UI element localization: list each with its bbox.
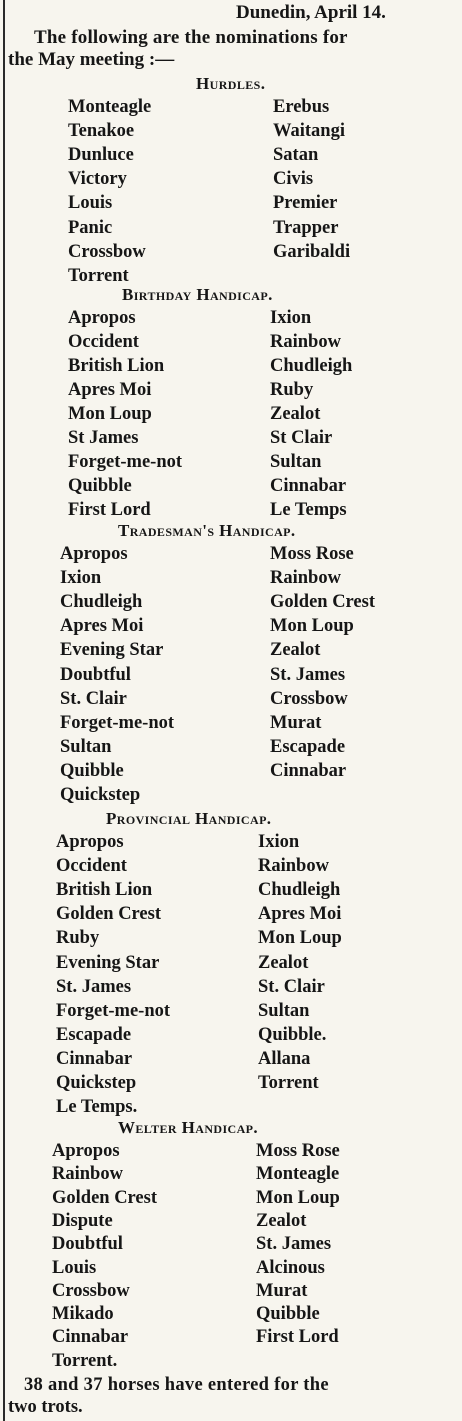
footer-line-2: two trots. bbox=[8, 1397, 83, 1417]
horse-name: Moss Rose bbox=[270, 544, 354, 564]
horse-name: Apres Moi bbox=[60, 616, 144, 637]
horse-name: Escapade bbox=[56, 1024, 132, 1045]
horse-name: Apres Moi bbox=[68, 380, 152, 400]
intro-paragraph bbox=[8, 27, 458, 71]
horse-name: Quickstep bbox=[60, 785, 141, 805]
horse-name: St. Clair bbox=[60, 688, 127, 709]
horse-name: Satan bbox=[273, 145, 319, 166]
horse-name: St James bbox=[68, 428, 139, 448]
horse-name: Golden Crest bbox=[52, 1187, 158, 1208]
horse-name: Golden Crest bbox=[56, 904, 162, 925]
horse-name: Cinnabar bbox=[56, 1048, 133, 1069]
horse-name: Murat bbox=[256, 1280, 308, 1301]
horse-name: Forget-me-not bbox=[60, 712, 175, 733]
horse-name: Forget-me-not bbox=[56, 1000, 171, 1021]
horse-name: St. James bbox=[256, 1234, 332, 1255]
horse-name: Zealot bbox=[258, 952, 309, 973]
horse-name: Quibble bbox=[60, 760, 124, 781]
horse-name: Torrent. bbox=[52, 1350, 118, 1371]
horse-name: Ixion bbox=[60, 568, 102, 589]
horse-name: Sultan bbox=[258, 1000, 310, 1021]
horse-name: Mikado bbox=[52, 1304, 114, 1325]
horse-name: Rainbow bbox=[258, 856, 329, 877]
horse-name: Mon Loup bbox=[256, 1187, 340, 1208]
horse-name: Doubtful bbox=[60, 664, 131, 685]
horse-name: Zealot bbox=[256, 1210, 307, 1231]
footer-line-1: 38 and 37 horses have entered for the bbox=[24, 1375, 329, 1395]
horse-name: Apropos bbox=[60, 544, 128, 564]
horse-name: Dunluce bbox=[68, 145, 134, 166]
horse-name: Le Temps bbox=[270, 500, 347, 520]
horse-name: British Lion bbox=[68, 356, 165, 376]
horse-name: Rainbow bbox=[52, 1164, 123, 1185]
horse-name: Evening Star bbox=[56, 952, 160, 973]
horse-name: Forget-me-not bbox=[68, 452, 183, 472]
horse-name: Evening Star bbox=[60, 640, 164, 661]
horse-name: Rainbow bbox=[270, 332, 341, 352]
horse-name: Premier bbox=[273, 193, 338, 214]
footer-paragraph bbox=[8, 1374, 460, 1418]
horse-name: Monteagle bbox=[68, 97, 152, 117]
horse-name: Murat bbox=[270, 712, 322, 733]
horse-name: Occident bbox=[68, 332, 139, 352]
horse-name: Cinnabar bbox=[270, 760, 347, 781]
horse-name: Apres Moi bbox=[258, 904, 342, 925]
horse-name: Apropos bbox=[52, 1141, 120, 1161]
horse-name: Quibble bbox=[68, 476, 132, 496]
horse-name: Chudleigh bbox=[258, 880, 341, 901]
horse-name: Waitangi bbox=[273, 121, 345, 142]
horse-name: St. Clair bbox=[258, 976, 325, 997]
horse-name: Crossbow bbox=[270, 688, 348, 709]
horse-name: St. James bbox=[56, 976, 132, 997]
horse-name: Dispute bbox=[52, 1210, 113, 1231]
horse-name: St Clair bbox=[270, 428, 333, 448]
horse-name: Civis bbox=[273, 169, 314, 190]
race-heading: Birthday Handicap. bbox=[122, 285, 273, 304]
horse-name: Ruby bbox=[270, 380, 314, 400]
horse-name: Rainbow bbox=[270, 568, 341, 589]
horse-name: Sultan bbox=[270, 452, 322, 472]
horse-name: Cinnabar bbox=[52, 1327, 129, 1348]
horse-name: Torrent bbox=[258, 1073, 319, 1093]
horse-name: Panic bbox=[68, 217, 113, 238]
horse-name: Louis bbox=[52, 1257, 97, 1278]
horse-name: First Lord bbox=[68, 500, 151, 520]
horse-name: St. James bbox=[270, 664, 346, 685]
horse-name: Crossbow bbox=[52, 1280, 130, 1301]
race-heading: Tradesman's Handicap. bbox=[118, 521, 296, 540]
horse-name: Tenakoe bbox=[68, 121, 135, 142]
horse-name: Torrent bbox=[68, 265, 129, 286]
horse-name: Quibble. bbox=[258, 1024, 327, 1045]
horse-name: British Lion bbox=[56, 880, 153, 901]
race-heading: Hurdles. bbox=[196, 74, 266, 93]
horse-name: Ruby bbox=[56, 928, 100, 949]
horse-name: Le Temps. bbox=[56, 1097, 138, 1118]
horse-name: Louis bbox=[68, 193, 113, 214]
horse-name: Quibble bbox=[256, 1304, 320, 1325]
horse-name: Cinnabar bbox=[270, 476, 347, 496]
horse-name: Occident bbox=[56, 856, 127, 877]
horse-name: Zealot bbox=[270, 404, 321, 424]
horse-name: Escapade bbox=[270, 736, 346, 757]
race-heading: Welter Handicap. bbox=[118, 1118, 259, 1137]
horse-name: First Lord bbox=[256, 1327, 339, 1348]
horse-name: Chudleigh bbox=[60, 592, 143, 613]
horse-name: Crossbow bbox=[68, 241, 146, 262]
horse-name: Monteagle bbox=[256, 1164, 340, 1185]
horse-name: Sultan bbox=[60, 736, 112, 757]
horse-name: Apropos bbox=[68, 308, 136, 328]
horse-name: Trapper bbox=[273, 217, 339, 238]
horse-name: Apropos bbox=[56, 832, 124, 852]
column-rule bbox=[3, 0, 5, 1421]
horse-name: Victory bbox=[68, 169, 127, 190]
horse-name: Ixion bbox=[270, 308, 312, 328]
dateline: Dunedin, April 14. bbox=[236, 2, 386, 23]
horse-name: Mon Loup bbox=[270, 616, 354, 637]
horse-name: Quickstep bbox=[56, 1073, 137, 1093]
race-heading: Provincial Handicap. bbox=[106, 809, 272, 828]
horse-name: Doubtful bbox=[52, 1234, 123, 1255]
horse-name: Ixion bbox=[258, 832, 300, 852]
intro-line-2: the May meeting :— bbox=[8, 49, 175, 70]
horse-name: Chudleigh bbox=[270, 356, 353, 376]
horse-name: Allana bbox=[258, 1048, 311, 1069]
horse-name: Alcinous bbox=[256, 1257, 325, 1278]
horse-name: Zealot bbox=[270, 640, 321, 661]
horse-name: Garibaldi bbox=[273, 241, 351, 262]
intro-line-1: The following are the nominations for bbox=[34, 27, 348, 48]
horse-name: Erebus bbox=[273, 97, 330, 117]
horse-name: Mon Loup bbox=[68, 404, 152, 424]
horse-name: Golden Crest bbox=[270, 592, 376, 613]
horse-name: Mon Loup bbox=[258, 928, 342, 949]
horse-name: Moss Rose bbox=[256, 1141, 340, 1161]
